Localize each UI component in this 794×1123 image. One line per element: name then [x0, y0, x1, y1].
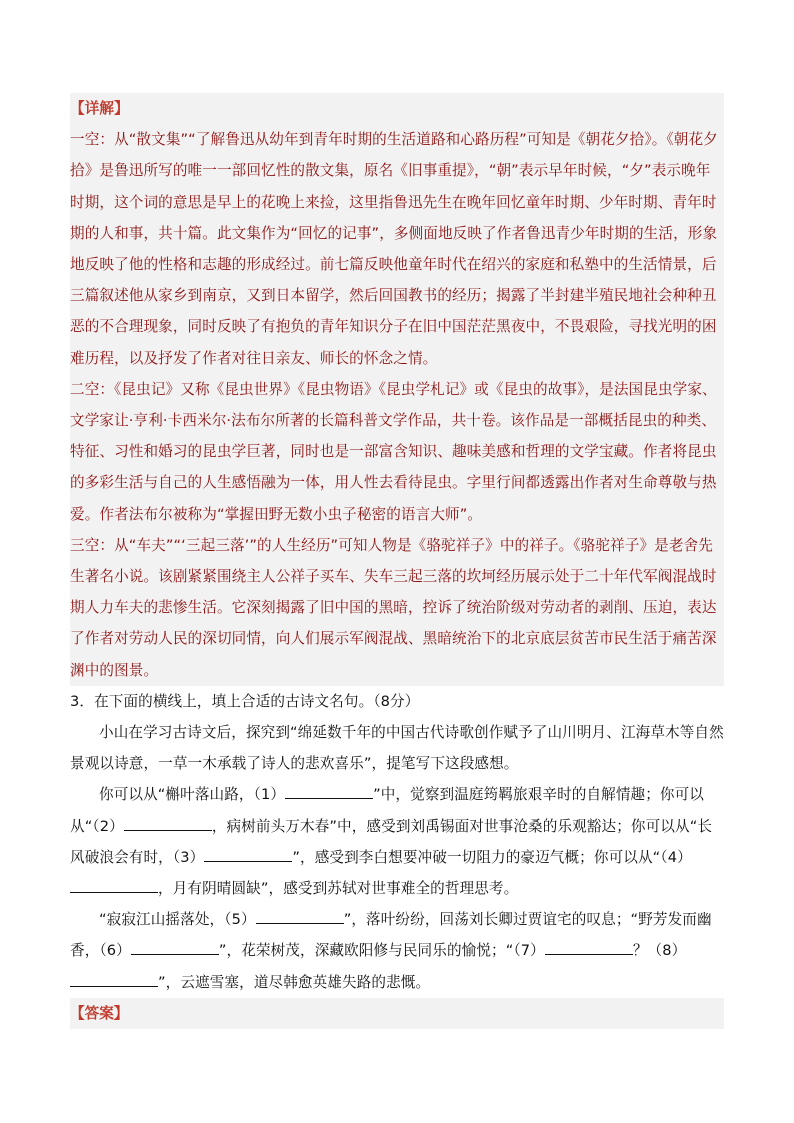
q-text-1d: ”，感受到李白想要冲破一切阻力的豪迈气概；你可以从“（4） [292, 848, 692, 866]
answer-blank-2[interactable] [124, 816, 212, 831]
q-text-2e: ”，云遮雪塞，道尽韩愈英雄失路的悲慨。 [158, 973, 431, 991]
question-intro: 小山在学习古诗文后，探究到“绵延数千年的中国古代诗歌创作赋予了山川明月、江海草木等自然景观以诗意，一草一木承载了诗人的悲欢喜乐”，提笔写下这段感想。 [70, 724, 724, 773]
question-title: 3．在下面的横线上，填上合适的古诗文名句。（8分） [70, 692, 420, 710]
answer-blank-5[interactable] [256, 909, 344, 924]
answer-heading: 【答案】 [70, 998, 724, 1029]
q-text-1c: ，病树前头万木春”中，感受到刘禹锡面对世事沧桑的乐观豁达；你可以从“长风破浪会有时，（3） [70, 817, 713, 866]
q-text-1b: ”中，觉察到温庭筠羁旅艰辛时的自解情趣；你可以从“（2） [70, 786, 705, 835]
detail-paragraph-1: 一空：从“散文集”“了解鲁迅从幼年到青年时期的生活道路和心路历程”可知是《朝花夕拾》。《朝花夕拾》是鲁迅所写的唯一一部回忆性的散文集，原名《旧事重提》，“朝”表示早年时候，“夕”表示晚年时期，这个词的意思是早上的花晚上来捡，这里指鲁迅先生在晚年回忆童年时期、少年时期、青年时期的人和事，共十篇。此文集作为“回忆的记事”，多侧面地反映了作者鲁迅青少年时期的生活，形象地反映了他的性格和志趣的形成经过。前七篇反映他童年时代在绍兴的家庭和私塾中的生活情景，后三篇叙述他从家乡到南京，又到日本留学，然后回国教书的经历；揭露了半封建半殖民地社会种种丑恶的不合理现象，同时反映了有抱负的青年知识分子在旧中国茫茫黑夜中，不畏艰险，寻找光明的困难历程，以及抒发了作者对往日亲友、师长的怀念之情。 [70, 131, 718, 367]
question-paragraph-2 [70, 904, 724, 998]
q-text-2b: ”，落叶纷纷，回荡刘长卿过贾谊宅的叹息；“野芳发而幽香，（6） [70, 911, 712, 960]
answer-blank-3[interactable] [204, 847, 292, 862]
q-text-2a: “寂寂江山摇落处，（5） [99, 911, 256, 929]
answer-blank-6[interactable] [131, 940, 219, 955]
answer-blank-4[interactable] [70, 878, 158, 893]
answer-blank-1[interactable] [285, 784, 373, 799]
q-text-2c: ”，花荣树茂，深藏欧阳修与民同乐的愉悦；“（7） [218, 942, 545, 960]
document-page [70, 93, 724, 1029]
answer-blank-7[interactable] [545, 940, 633, 955]
q-text-1a: 你可以从“槲叶落山路，（1） [99, 786, 286, 804]
question-section [70, 686, 724, 998]
question-paragraph-1 [70, 779, 724, 904]
detail-heading: 【详解】 [70, 100, 129, 117]
q-text-1e: ，月有阴晴圆缺”，感受到苏轼对世事难全的哲理思考。 [158, 880, 519, 898]
detail-paragraph-2: 二空：《昆虫记》又称《昆虫世界》《昆虫物语》《昆虫学札记》或《昆虫的故事》，是法国昆虫学家、文学家让·亨利·卡西米尔·法布尔所著的长篇科普文学作品，共十卷。该作品是一部概括昆虫的种类、特征、习性和婚习的昆虫学巨著，同时也是一部富含知识、趣味美感和哲理的文学宝藏。作者将昆虫的多彩生活与自己的人生感悟融为一体，用人性去看待昆虫。字里行间都透露出作者对生命尊敬与热爱。作者法布尔被称为“掌握田野无数小虫子秘密的语言大师”。 [70, 380, 717, 523]
q-text-2d: ？（8） [632, 942, 687, 960]
detail-section [70, 93, 724, 686]
detail-paragraph-3: 三空：从“车夫”“‘三起三落’”的人生经历”可知人物是《骆驼祥子》中的祥子。《骆驼祥子》是老舍先生著名小说。该剧紧紧围绕主人公祥子买车、失车三起三落的坎坷经历展示处于二十年代军阀混战时期人力车夫的悲惨生活。它深刻揭露了旧中国的黑暗，控诉了统治阶级对劳动者的剥削、压迫，表达了作者对劳动人民的深切同情，向人们展示军阀混战、黑暗统治下的北京底层贫苦市民生活于痛苦深渊中的图景。 [70, 536, 717, 679]
answer-blank-8[interactable] [70, 972, 158, 987]
